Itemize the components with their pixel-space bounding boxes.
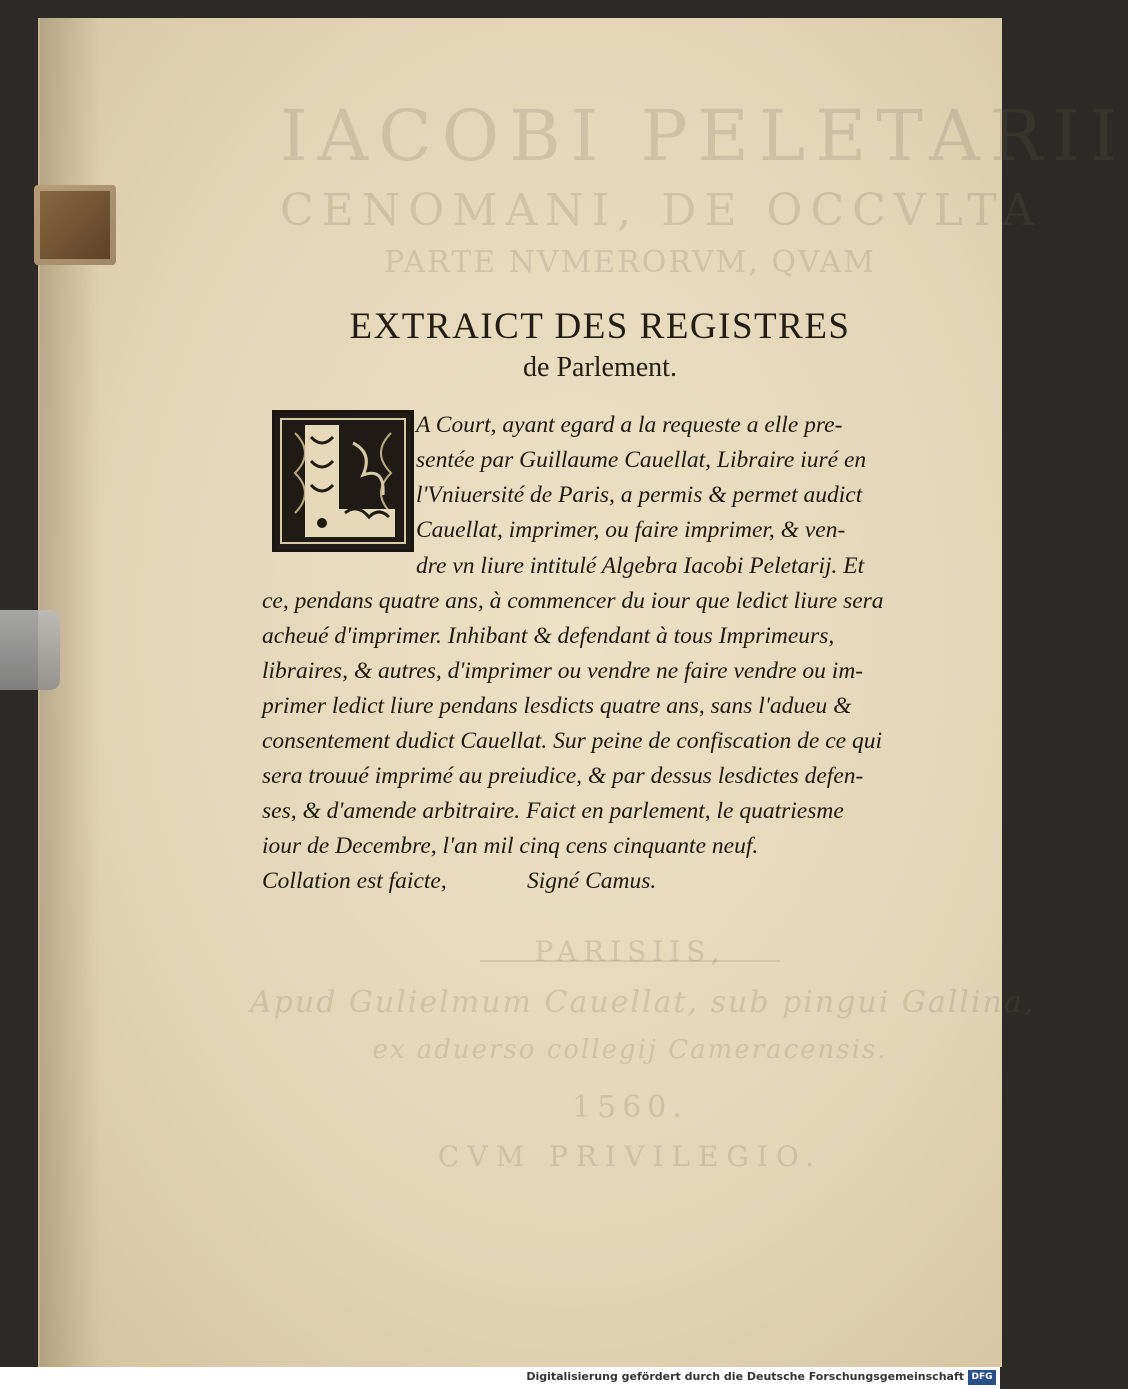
text-line: Cauellat, imprimer, ou faire imprimer, & ven- <box>416 517 846 543</box>
text-line: ses, & d'amende arbitraire. Faict en parlement, le quatriesme <box>262 798 844 824</box>
text-line: libraires, & autres, d'imprimer ou vendre ne faire vendre ou im- <box>262 658 864 684</box>
text-line: iour de Decembre, l'an mil cinq cens cinquante neuf. <box>262 833 759 859</box>
document-title: EXTRAICT DES REGISTRES <box>349 306 851 347</box>
page-clip <box>0 610 60 690</box>
show-through-text-5: Apud Gulielmum Cauellat, sub pingui Gallina, <box>250 985 1036 1020</box>
dfg-logo-icon: DFG <box>968 1370 996 1385</box>
show-through-text-2: CENOMANI, DE OCCVLTA <box>280 185 1042 236</box>
ornament-icon <box>275 413 411 549</box>
show-through-text-1: IACOBI PELETARII <box>280 95 1128 177</box>
text-line: primer ledict liure pendans lesdicts quatre ans, sans l'adueu & <box>262 693 852 719</box>
closing-collation: Collation est faicte, <box>262 868 447 894</box>
footer-bar <box>0 1367 1000 1389</box>
text-line: acheué d'imprimer. Inhibant & defendant à tous Imprimeurs, <box>262 623 835 649</box>
text-line: l'Vniuersité de Paris, a permis & permet audict <box>416 482 863 508</box>
text-line: dre vn liure intitulé Algebra Iacobi Peletarij. Et <box>416 553 865 579</box>
show-through-text-7: 1560. <box>572 1090 688 1125</box>
show-through-text-8: CVM PRIVILEGIO. <box>437 1140 823 1173</box>
page-tab-marker <box>34 185 116 265</box>
text-line: sentée par Guillaume Cauellat, Libraire iuré en <box>416 447 867 473</box>
document-subtitle: de Parlement. <box>523 352 677 383</box>
text-line: A Court, ayant egard a la requeste a elle pre- <box>416 412 843 438</box>
show-through-text-6: ex aduerso collegij Cameracensis. <box>372 1035 888 1065</box>
closing-signature: Signé Camus. <box>527 868 657 894</box>
decorated-initial-letter <box>272 410 414 552</box>
text-line: consentement dudict Cauellat. Sur peine de confiscation de ce qui <box>262 728 882 754</box>
show-through-text-3: PARTE NVMERORVM, QVAM <box>384 245 876 280</box>
show-through-text-4: PARISIIS, <box>534 935 726 968</box>
funding-credit: Digitalisierung gefördert durch die Deutsche Forschungsgemeinschaft <box>526 1370 964 1383</box>
text-line: ce, pendans quatre ans, à commencer du iour que ledict liure sera <box>262 588 884 614</box>
show-through-rule <box>480 960 780 962</box>
text-line: sera trouué imprimé au preiudice, & par dessus lesdictes defen- <box>262 763 864 789</box>
